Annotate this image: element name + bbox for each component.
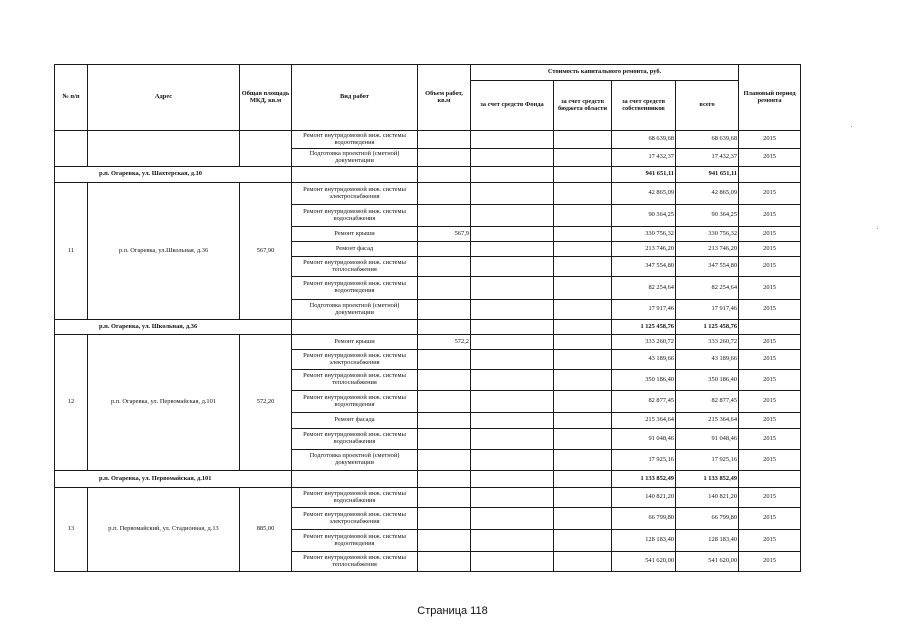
cell-address: р.п. Огаревка, ул. Первомайская, д.101 bbox=[88, 335, 240, 471]
cell-fund bbox=[471, 300, 554, 320]
cell-work-type: Ремонт внутридомовой инж. системы электроснабжения bbox=[292, 508, 418, 530]
cell-own: 140 821,20 bbox=[612, 488, 676, 508]
cell-total: 17 917,46 bbox=[676, 300, 739, 320]
cell-volume: 572,2 bbox=[418, 335, 471, 350]
cell-volume bbox=[418, 391, 471, 413]
cell-total: 333 260,72 bbox=[676, 335, 739, 350]
cell-own: 82 254,64 bbox=[612, 277, 676, 300]
cell-volume: 567,9 bbox=[418, 227, 471, 242]
cell-volume bbox=[418, 149, 471, 167]
cell-area: 567,90 bbox=[240, 183, 292, 320]
cell-total: 128 183,40 bbox=[676, 530, 739, 552]
cell-num: 13 bbox=[55, 488, 88, 572]
subtotal-total: 1 133 852,49 bbox=[676, 471, 739, 488]
table-body bbox=[55, 131, 801, 572]
cell-fund bbox=[471, 508, 554, 530]
cell-period: 2015 bbox=[739, 370, 801, 391]
cell-volume bbox=[418, 413, 471, 429]
cell-own: 330 756,32 bbox=[612, 227, 676, 242]
cell-empty bbox=[471, 471, 554, 488]
cell-fund bbox=[471, 277, 554, 300]
cell-area: 572,20 bbox=[240, 335, 292, 471]
cell-period: 2015 bbox=[739, 227, 801, 242]
cell-fund bbox=[471, 242, 554, 257]
subtotal-address: р.п. Огаревка, ул. Школьная, д.36 bbox=[55, 320, 292, 335]
cell-volume bbox=[418, 183, 471, 205]
cell-period: 2015 bbox=[739, 391, 801, 413]
cell-own: 350 186,40 bbox=[612, 370, 676, 391]
cell-region bbox=[554, 552, 612, 572]
cell-region bbox=[554, 508, 612, 530]
cell-volume bbox=[418, 429, 471, 450]
cell-region bbox=[554, 183, 612, 205]
header-total: всего bbox=[676, 81, 739, 131]
cell-volume bbox=[418, 131, 471, 149]
cell-total: 215 364,64 bbox=[676, 413, 739, 429]
cell-region bbox=[554, 277, 612, 300]
cell-empty bbox=[554, 320, 612, 335]
cell-num: 12 bbox=[55, 335, 88, 471]
cell-area bbox=[240, 131, 292, 167]
cell-work-type: Подготовка проектной (сметной) документации bbox=[292, 149, 418, 167]
cell-work-type: Ремонт внутридомовой инж. системы электроснабжения bbox=[292, 350, 418, 370]
header-cost-group: Стоимость капитального ремонта, руб. bbox=[471, 65, 739, 81]
cell-total: 17 925,16 bbox=[676, 450, 739, 471]
cell-fund bbox=[471, 183, 554, 205]
cell-empty bbox=[418, 167, 471, 183]
cell-fund bbox=[471, 450, 554, 471]
cell-total: 213 746,20 bbox=[676, 242, 739, 257]
cell-own: 42 865,09 bbox=[612, 183, 676, 205]
cell-fund bbox=[471, 350, 554, 370]
cell-address: р.п. Огаревка, ул.Школьная, д.36 bbox=[88, 183, 240, 320]
cell-own: 90 364,25 bbox=[612, 205, 676, 227]
cell-address: р.п. Первомайский, ул. Стадионная, д.13 bbox=[88, 488, 240, 572]
header-period: Плановый период ремонта bbox=[739, 65, 801, 131]
cell-own: 66 799,80 bbox=[612, 508, 676, 530]
cell-region bbox=[554, 530, 612, 552]
cell-work-type: Ремонт внутридомовой инж. системы электроснабжения bbox=[292, 183, 418, 205]
cell-volume bbox=[418, 257, 471, 277]
cell-period: 2015 bbox=[739, 450, 801, 471]
cell-region bbox=[554, 335, 612, 350]
cell-period: 2015 bbox=[739, 277, 801, 300]
cell-period: 2015 bbox=[739, 552, 801, 572]
cell-own: 17 925,16 bbox=[612, 450, 676, 471]
cell-empty bbox=[739, 320, 801, 335]
cell-total: 42 865,09 bbox=[676, 183, 739, 205]
cell-work-type: Ремонт внутридомовой инж. системы теплоснабжения bbox=[292, 552, 418, 572]
subtotal-row bbox=[55, 471, 801, 488]
cell-volume bbox=[418, 242, 471, 257]
cell-total: 91 048,46 bbox=[676, 429, 739, 450]
cell-period: 2015 bbox=[739, 350, 801, 370]
cell-total: 347 554,80 bbox=[676, 257, 739, 277]
table-row bbox=[55, 183, 801, 205]
cell-num bbox=[55, 131, 88, 167]
cell-own: 213 746,20 bbox=[612, 242, 676, 257]
cell-work-type: Подготовка проектной (сметной) документации bbox=[292, 450, 418, 471]
cell-own: 17 432,37 bbox=[612, 149, 676, 167]
cell-empty bbox=[471, 320, 554, 335]
cell-empty bbox=[739, 471, 801, 488]
subtotal-row bbox=[55, 320, 801, 335]
cell-period: 2015 bbox=[739, 530, 801, 552]
cell-own: 17 917,46 bbox=[612, 300, 676, 320]
cell-region bbox=[554, 350, 612, 370]
subtotal-total: 1 125 458,76 bbox=[676, 320, 739, 335]
cell-own: 68 639,68 bbox=[612, 131, 676, 149]
cell-empty bbox=[739, 167, 801, 183]
cell-region bbox=[554, 242, 612, 257]
cell-total: 140 821,20 bbox=[676, 488, 739, 508]
cell-total: 82 254,64 bbox=[676, 277, 739, 300]
cell-region bbox=[554, 300, 612, 320]
cell-fund bbox=[471, 530, 554, 552]
header-area: Общая площадь МКД, кв.м bbox=[240, 65, 292, 131]
cell-volume bbox=[418, 300, 471, 320]
cell-fund bbox=[471, 370, 554, 391]
cell-fund bbox=[471, 413, 554, 429]
page-number: Страница 118 bbox=[417, 605, 488, 617]
cell-work-type: Ремонт внутридомовой инж. системы теплоснабжения bbox=[292, 257, 418, 277]
cell-volume bbox=[418, 205, 471, 227]
cell-total: 17 432,37 bbox=[676, 149, 739, 167]
cell-region bbox=[554, 391, 612, 413]
cell-area: 885,00 bbox=[240, 488, 292, 572]
cell-region bbox=[554, 488, 612, 508]
cell-region bbox=[554, 450, 612, 471]
cell-period: 2015 bbox=[739, 429, 801, 450]
cell-volume bbox=[418, 450, 471, 471]
cell-fund bbox=[471, 149, 554, 167]
cell-own: 333 260,72 bbox=[612, 335, 676, 350]
cell-fund bbox=[471, 488, 554, 508]
header-region: за счет средств бюджета области bbox=[554, 81, 612, 131]
cell-fund bbox=[471, 552, 554, 572]
cell-own: 82 877,45 bbox=[612, 391, 676, 413]
cell-total: 43 189,66 bbox=[676, 350, 739, 370]
cell-volume bbox=[418, 350, 471, 370]
cell-period: 2015 bbox=[739, 131, 801, 149]
subtotal-own: 941 651,11 bbox=[612, 167, 676, 183]
cell-work-type: Ремонт внутридомовой инж. системы водоснабжения bbox=[292, 429, 418, 450]
cell-fund bbox=[471, 131, 554, 149]
cell-own: 541 620,00 bbox=[612, 552, 676, 572]
subtotal-own: 1 125 458,76 bbox=[612, 320, 676, 335]
table-row bbox=[55, 335, 801, 350]
cell-empty bbox=[554, 471, 612, 488]
cell-volume bbox=[418, 488, 471, 508]
cell-volume bbox=[418, 277, 471, 300]
cell-empty bbox=[292, 167, 418, 183]
subtotal-own: 1 133 852,49 bbox=[612, 471, 676, 488]
cell-region bbox=[554, 429, 612, 450]
cell-own: 215 364,64 bbox=[612, 413, 676, 429]
table-row bbox=[55, 488, 801, 508]
cell-total: 68 639,68 bbox=[676, 131, 739, 149]
header-work-type: Вид работ bbox=[292, 65, 418, 131]
cell-total: 330 756,32 bbox=[676, 227, 739, 242]
cell-total: 350 186,40 bbox=[676, 370, 739, 391]
cell-work-type: Ремонт внутридомовой инж. системы водоотведения bbox=[292, 391, 418, 413]
table-row bbox=[55, 131, 801, 149]
cell-fund bbox=[471, 429, 554, 450]
header-own: за счет средств собственников bbox=[612, 81, 676, 131]
subtotal-row bbox=[55, 167, 801, 183]
cell-address bbox=[88, 131, 240, 167]
cell-work-type: Ремонт фасада bbox=[292, 413, 418, 429]
cell-period: 2015 bbox=[739, 413, 801, 429]
cell-region bbox=[554, 413, 612, 429]
cell-region bbox=[554, 227, 612, 242]
capital-repair-table bbox=[54, 64, 801, 572]
cell-period: 2015 bbox=[739, 508, 801, 530]
cell-period: 2015 bbox=[739, 488, 801, 508]
cell-period: 2015 bbox=[739, 183, 801, 205]
header-address: Адрес bbox=[88, 65, 240, 131]
cell-volume bbox=[418, 370, 471, 391]
cell-fund bbox=[471, 205, 554, 227]
subtotal-total: 941 651,11 bbox=[676, 167, 739, 183]
cell-empty bbox=[554, 167, 612, 183]
cell-fund bbox=[471, 391, 554, 413]
cell-total: 82 877,45 bbox=[676, 391, 739, 413]
cell-work-type: Ремонт крыши bbox=[292, 227, 418, 242]
cell-fund bbox=[471, 335, 554, 350]
cell-region bbox=[554, 149, 612, 167]
cell-fund bbox=[471, 257, 554, 277]
cell-work-type: Ремонт внутридомовой инж. системы водоотведения bbox=[292, 530, 418, 552]
cell-total: 90 364,25 bbox=[676, 205, 739, 227]
cell-region bbox=[554, 131, 612, 149]
cell-period: 2015 bbox=[739, 149, 801, 167]
subtotal-address: р.п. Огаревка, ул. Шахтерская, д.10 bbox=[55, 167, 292, 183]
cell-period: 2015 bbox=[739, 242, 801, 257]
cell-period: 2015 bbox=[739, 257, 801, 277]
cell-own: 128 183,40 bbox=[612, 530, 676, 552]
cell-work-type: Ремонт внутридомовой инж. системы водоотведения bbox=[292, 131, 418, 149]
cell-period: 2015 bbox=[739, 205, 801, 227]
cell-region bbox=[554, 370, 612, 391]
cell-work-type: Ремонт крыши bbox=[292, 335, 418, 350]
cell-region bbox=[554, 257, 612, 277]
cell-own: 347 554,80 bbox=[612, 257, 676, 277]
cell-period: 2015 bbox=[739, 335, 801, 350]
cell-work-type: Ремонт внутридомовой инж. системы водоотведения bbox=[292, 277, 418, 300]
cell-empty bbox=[471, 167, 554, 183]
header-fund: за счет средств Фонда bbox=[471, 81, 554, 131]
cell-volume bbox=[418, 530, 471, 552]
cell-total: 541 620,00 bbox=[676, 552, 739, 572]
cell-work-type: Ремонт внутридомовой инж. системы теплоснабжения bbox=[292, 370, 418, 391]
cell-empty bbox=[292, 320, 418, 335]
cell-work-type: Ремонт внутридомовой инж. системы водоснабжения bbox=[292, 205, 418, 227]
scan-speck bbox=[851, 126, 852, 127]
cell-work-type: Ремонт фасад bbox=[292, 242, 418, 257]
header-volume: Объем работ, кв.м bbox=[418, 65, 471, 131]
cell-volume bbox=[418, 508, 471, 530]
cell-volume bbox=[418, 552, 471, 572]
cell-own: 91 048,46 bbox=[612, 429, 676, 450]
scan-speck bbox=[877, 228, 878, 229]
cell-period: 2015 bbox=[739, 300, 801, 320]
subtotal-address: р.п. Огаревка, ул. Первомайская, д.101 bbox=[55, 471, 292, 488]
cell-own: 43 189,66 bbox=[612, 350, 676, 370]
cell-empty bbox=[418, 320, 471, 335]
cell-empty bbox=[418, 471, 471, 488]
cell-fund bbox=[471, 227, 554, 242]
header-num: № п/п bbox=[55, 65, 88, 131]
cell-work-type: Подготовка проектной (сметной) документации bbox=[292, 300, 418, 320]
cell-empty bbox=[292, 471, 418, 488]
cell-region bbox=[554, 205, 612, 227]
cell-work-type: Ремонт внутридомовой инж. системы водоснабжения bbox=[292, 488, 418, 508]
cell-total: 66 799,80 bbox=[676, 508, 739, 530]
cell-num: 11 bbox=[55, 183, 88, 320]
